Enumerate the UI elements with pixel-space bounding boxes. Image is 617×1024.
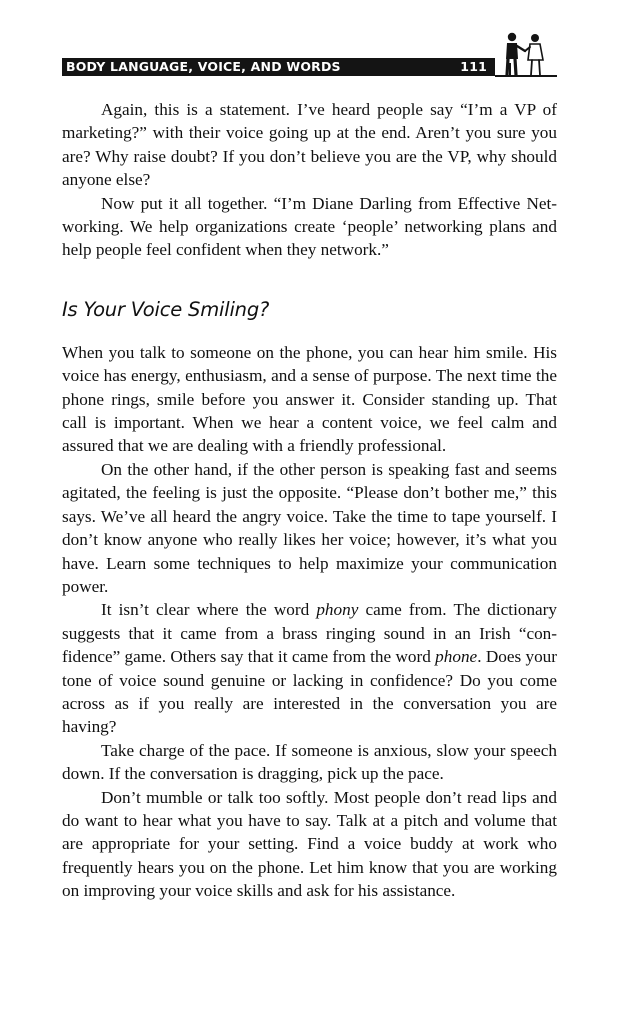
intro-paragraph: Now put it all together. “I’m Diane Darling from Effective Networking. We help organizations create ‘people’ networking plans and help people feel confident when they network.”	[62, 193, 557, 260]
body-paragraph: Take charge of the pace. If someone is anxious, slow your speech down. If the conversation is dragging, pick up the pace.	[62, 740, 557, 784]
emphasized-word: phone	[435, 647, 478, 667]
section-heading: Is Your Voice Smiling?	[62, 297, 270, 321]
body-text: It isn’t clear where the word	[101, 600, 317, 620]
running-header-bar	[62, 58, 495, 76]
two-people-handshake-icon	[498, 30, 550, 76]
body-paragraph: Don’t mumble or talk too softly. Most people don’t read lips and do want to hear what you have to say. Talk at a pitch and volume that are appropriate for your setting. Find a voice buddy at work who frequently hears you on the phone. Let him know that you are working on improving your voice skills and ask for his assistance.	[62, 787, 557, 901]
running-header	[62, 30, 557, 80]
running-title: BODY LANGUAGE, VOICE, AND WORDS	[66, 59, 341, 74]
page-body	[62, 98, 557, 903]
body-text: came from. The dictionary suggests that it came from a brass ringing sound in an Irish “confidence” game. Others say that it came from the word	[62, 600, 557, 667]
emphasized-word: phony	[316, 600, 359, 620]
body-text: . Does your tone of voice sound genuine or lacking in confidence? Do you come across as if you really are interested in the conversation you are having?	[62, 647, 557, 737]
body-paragraph: When you talk to someone on the phone, you can hear him smile. His voice has energy, enthusiasm, and a sense of purpose. The next time the phone rings, smile before you answer it. Consider standing up. That call is important. When we hear a content voice, we feel calm and assured that we are dealing with a friendly professional.	[62, 342, 557, 456]
intro-paragraph: Again, this is a statement. I’ve heard people say “I’m a VP of marketing?” with their voice going up at the end. Aren’t you sure you are? Why raise doubt? If you don’t believe you are the VP, why should anyone else?	[62, 100, 557, 190]
body-paragraph	[62, 598, 557, 738]
page-number: 111	[460, 59, 487, 74]
body-paragraph: On the other hand, if the other person is speaking fast and seems agitated, the feeling is just the opposite. “Please don’t bother me,” this says. We’ve all heard the angry voice. Take the time to tape yourself. I don’t know anyone who really likes her voice; however, it’s what you have. Learn some techniques to help maximize your communication power.	[62, 459, 557, 596]
